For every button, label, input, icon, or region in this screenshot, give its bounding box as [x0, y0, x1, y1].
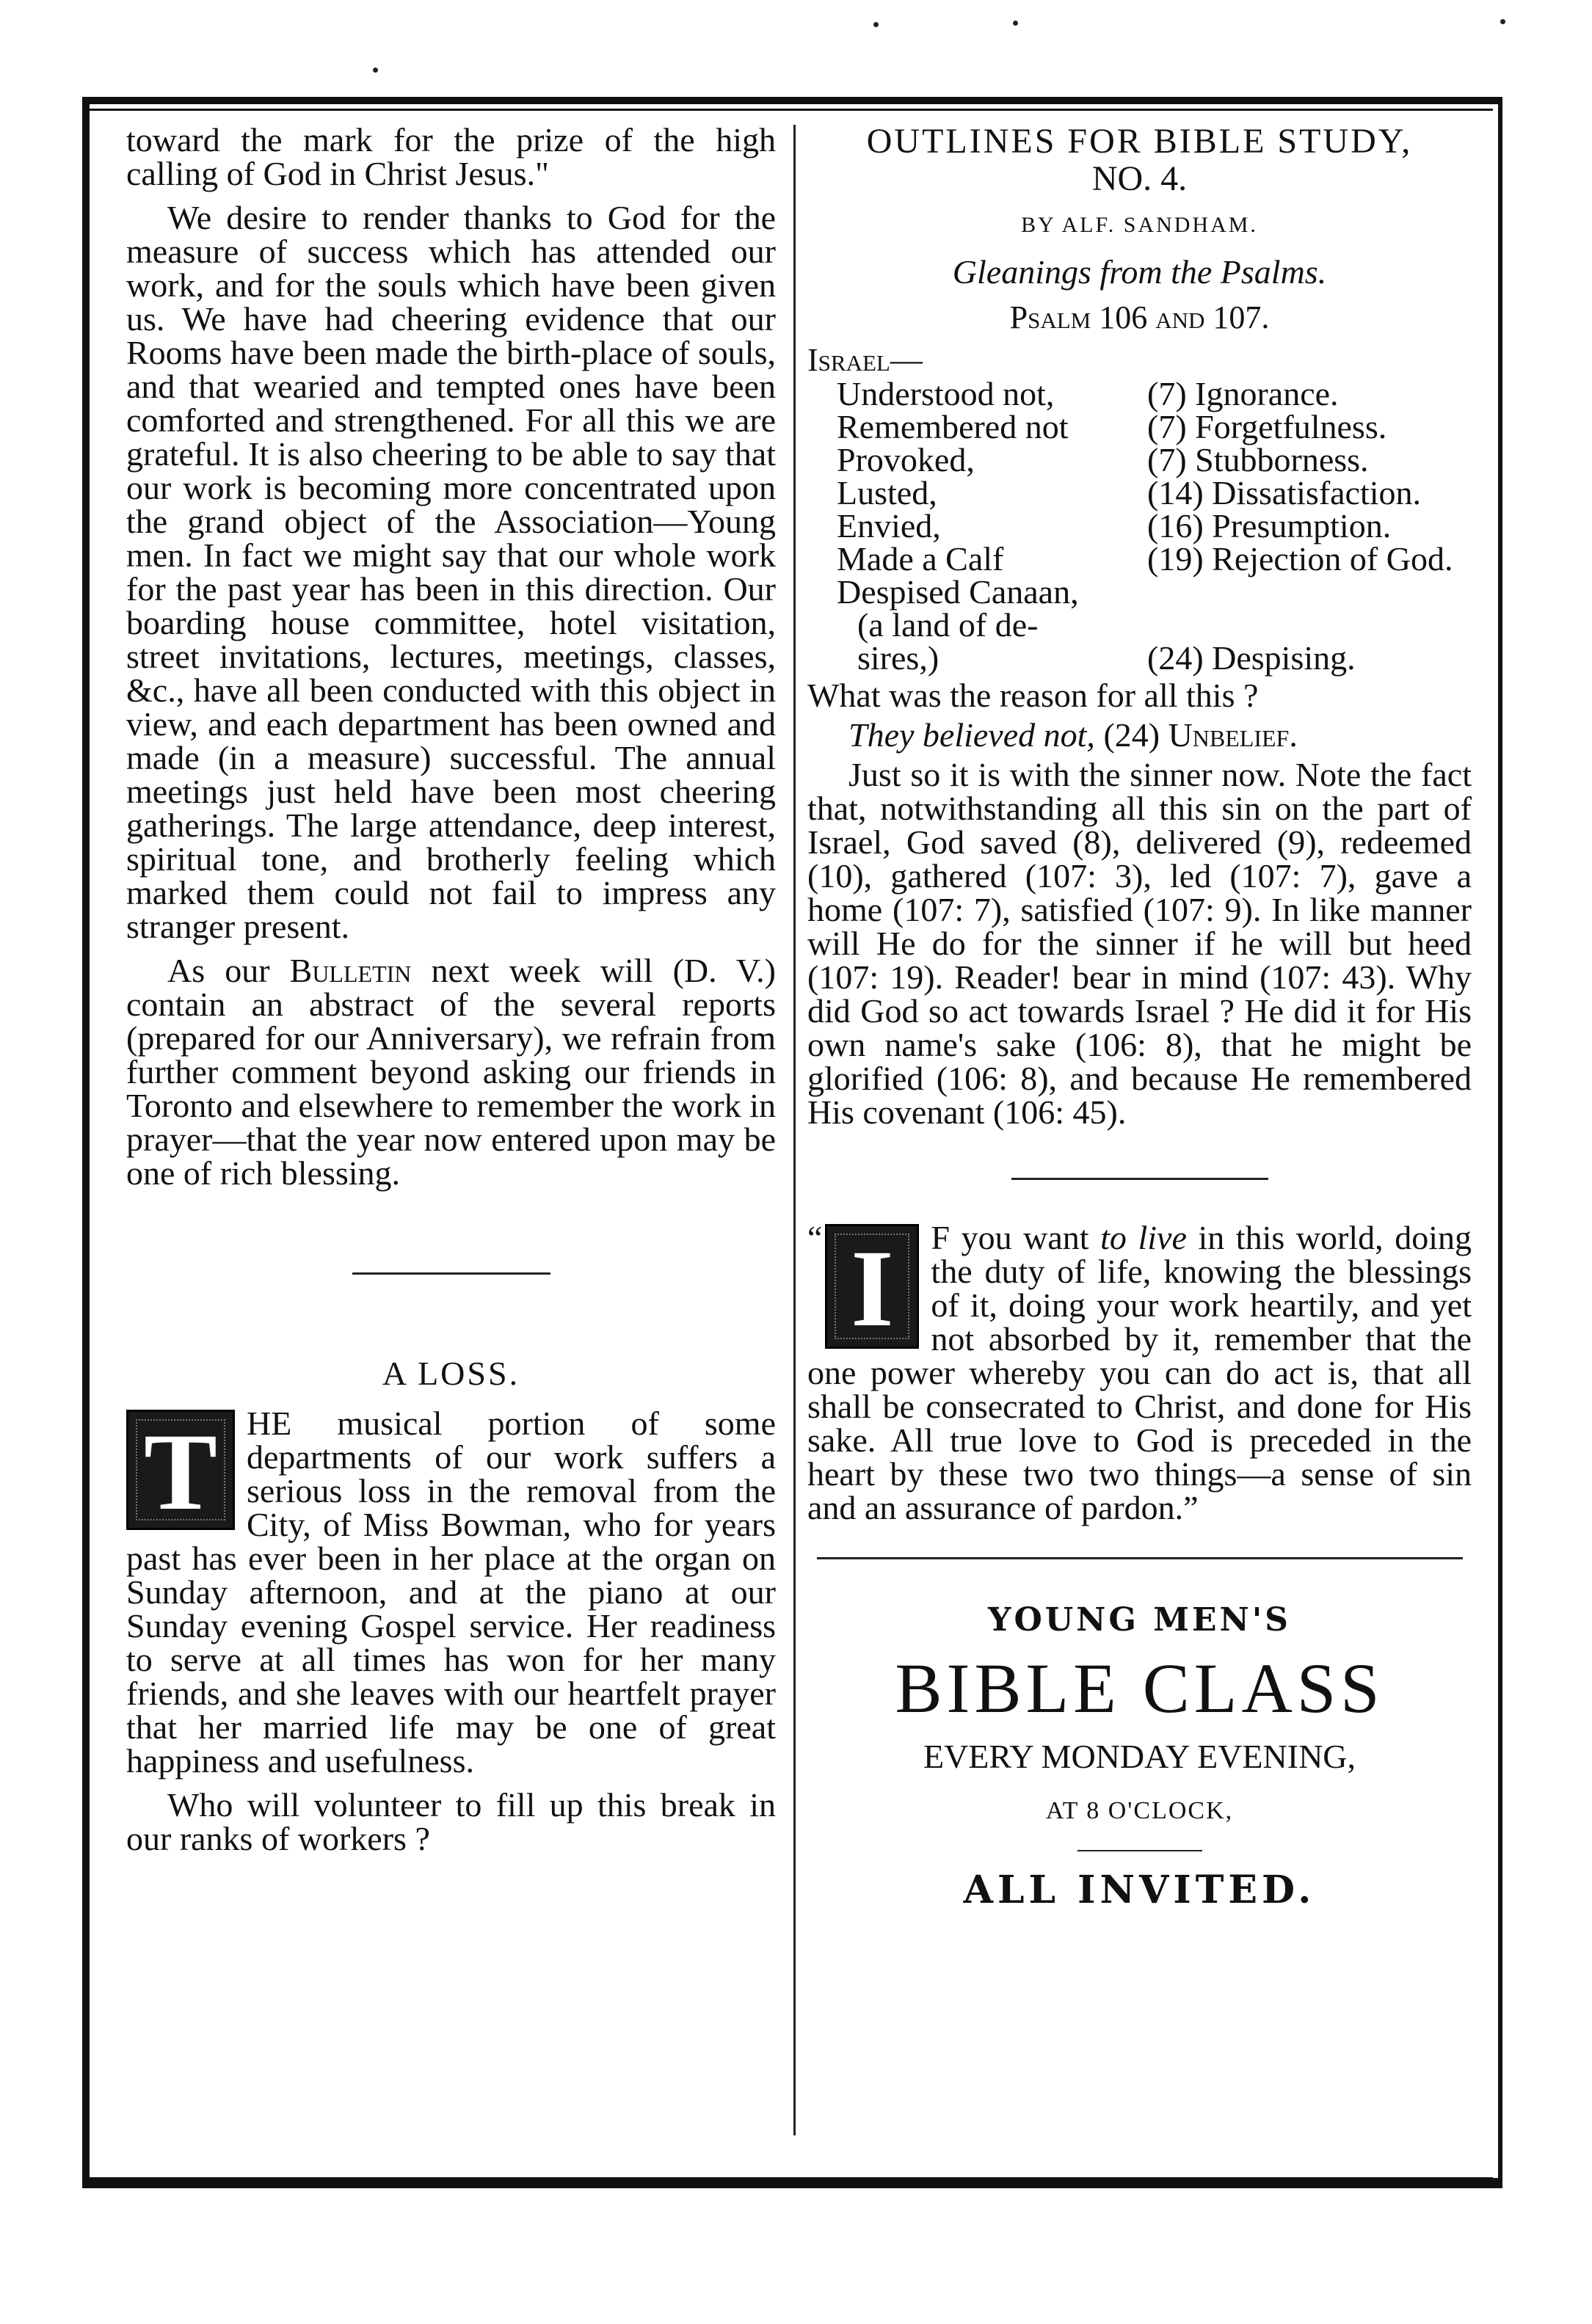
column-divider	[793, 125, 796, 2135]
quote-post: in this world, doing the duty of life, knowing the blessings of it, doing your work heartily, and yet not absorbed by it, remember that the one power whereby you can do act is, that all shall be consecrated to Christ, and done for His sake. All true love to God is preceded in the heart by these two two things—a sense of sin and an assurance of pardon.”	[807, 1221, 1472, 1526]
list-right: (7) Forgetfulness.	[1147, 408, 1387, 445]
list-left: Provoked,	[837, 441, 975, 478]
answer-italic: They believed not,	[848, 716, 1095, 754]
list-right: (7) Stubborness.	[1147, 441, 1369, 478]
list-row	[837, 542, 1453, 575]
list-right: (7) Ignorance.	[1147, 375, 1339, 412]
list-row	[837, 476, 1453, 509]
bulletin-paragraph	[126, 954, 776, 1190]
list-left: Lusted,	[837, 474, 937, 511]
list-left: Made a Calf	[837, 540, 1004, 578]
byline: BY ALF. SANDHAM.	[1021, 213, 1258, 237]
quote-italic: to live	[1100, 1221, 1187, 1256]
list-left: sires,)	[857, 639, 939, 677]
bulletin-name: Bulletin	[289, 952, 412, 989]
ad-time: AT 8 O'CLOCK,	[1045, 1797, 1234, 1824]
list-row	[837, 410, 1453, 443]
question-line: What was the reason for all this ?	[807, 677, 1259, 714]
quote-block	[807, 1221, 1472, 1531]
psalm-reference: Psalm 106 and 107.	[1009, 299, 1270, 335]
bulletin-post: next week will (D. V.) contain an abstract of the several reports (prepared for our Anniversary), we refrain from further comment beyond asking our friends in Toronto and elsewhere to remember the work in prayer—that the year now entered upon may be one of rich blessing.	[126, 952, 776, 1192]
list-row	[837, 575, 1453, 608]
ad-all-invited: ALL INVITED.	[963, 1868, 1316, 1912]
left-column	[126, 123, 776, 1862]
ad-bible-class: BIBLE CLASS	[895, 1649, 1384, 1727]
list-right	[1147, 608, 1453, 641]
open-quote: “	[807, 1221, 823, 1256]
section-rule	[1011, 1178, 1268, 1180]
list-left: Envied,	[837, 507, 941, 544]
print-speck	[1013, 21, 1018, 26]
list-right: (19) Rejection of God.	[1147, 540, 1453, 578]
list-right: (16) Presumption.	[1147, 507, 1392, 544]
list-row	[837, 641, 1453, 674]
outlines-body: Just so it is with the sinner now. Note the fact that, notwithstanding all this sin on the part of Israel, God saved (8), delivered (9), redeemed (10), gathered (107: 3), led (107: 7), gave a home (107: 7), satisfied (107: 9). In like manner will He do for the sinner if he will but heed (107: 19). Reader! bear in mind (107: 43). Why did God so act towards Israel ? He did it for His own name's sake (106: 8), that he might be glorified (106: 8), and because He remembered His covenant (106: 45).	[807, 756, 1472, 1131]
loss-heading: A LOSS.	[382, 1355, 520, 1392]
list-left: Remembered not	[837, 408, 1069, 445]
bible-class-ad	[807, 1601, 1472, 1912]
outlines-number: NO. 4.	[1091, 159, 1188, 198]
list-row	[837, 509, 1453, 542]
list-right: (14) Dissatisfaction.	[1147, 474, 1422, 511]
loss-body: HE musical portion of some departments of our work suffers a serious loss in the removal from the City, of Miss Bowman, who for years past has ever been in her place at the organ on Sunday afternoon, and at the piano at our Sunday evening Gospel service. Her readiness to serve at all times has won for her many friends, and she leaves with our heartfelt prayer that her married life may be one of great happiness and usefulness.	[126, 1405, 776, 1780]
israel-label: Israel—	[807, 342, 923, 378]
answer-rest: (24) Unbelief.	[1094, 716, 1298, 754]
drop-cap-t: T	[126, 1410, 235, 1530]
section-rule	[352, 1272, 550, 1275]
list-row	[837, 443, 1453, 476]
print-speck	[373, 68, 378, 73]
ad-every-monday: EVERY MONDAY EVENING,	[923, 1738, 1356, 1775]
quote-pre: F you want	[931, 1221, 1101, 1256]
list-right: (24) Despising.	[1147, 639, 1356, 677]
thanks-paragraph: We desire to render thanks to God for the measure of success which has attended our work, and for the souls which have been given us. We have had cheering evidence that our Rooms have been made the birth-place of souls, and that wearied and tempted ones have been comforted and strengthened. For all this we are grateful. It is also cheering to be able to say that our work is becoming more concentrated upon the grand object of the Association—Young men. In fact we might say that our whole work for the past year has been in this direction. Our boarding house committee, hotel visitation, street invitations, lectures, meetings, classes, &c., have all been conducted with this object in view, and each department has been owned and made (in a measure) successful. The annual meetings just held have been most cheering gatherings. The large attendance, deep interest, spiritual tone, and brotherly feeling which marked them could not fail to impress any stranger present.	[126, 199, 776, 945]
list-row	[837, 608, 1453, 641]
list-left: Understood not,	[837, 375, 1055, 412]
bulletin-pre: As our	[167, 952, 290, 989]
answer-line	[807, 718, 1472, 752]
list-left: (a land of de-	[857, 606, 1039, 644]
list-left: Despised Canaan,	[837, 573, 1079, 611]
volunteer-paragraph: Who will volunteer to fill up this break in our ranks of workers ?	[126, 1786, 776, 1857]
outlines-title: OUTLINES FOR BIBLE STUDY,	[866, 122, 1413, 161]
sin-list	[837, 375, 1453, 677]
loss-article	[126, 1407, 776, 1856]
subtitle: Gleanings from the Psalms.	[952, 253, 1327, 291]
ad-small-rule	[1077, 1850, 1202, 1851]
ad-young-mens: YOUNG MEN'S	[988, 1601, 1291, 1639]
right-column	[807, 122, 1472, 1912]
drop-cap-i: I	[825, 1224, 919, 1349]
list-right	[1147, 575, 1453, 608]
print-speck	[1500, 19, 1505, 24]
ad-rule	[817, 1557, 1463, 1559]
list-row	[837, 377, 1453, 410]
closing-quote-paragraph: toward the mark for the prize of the high calling of God in Christ Jesus."	[126, 121, 776, 192]
print-speck	[873, 22, 879, 27]
